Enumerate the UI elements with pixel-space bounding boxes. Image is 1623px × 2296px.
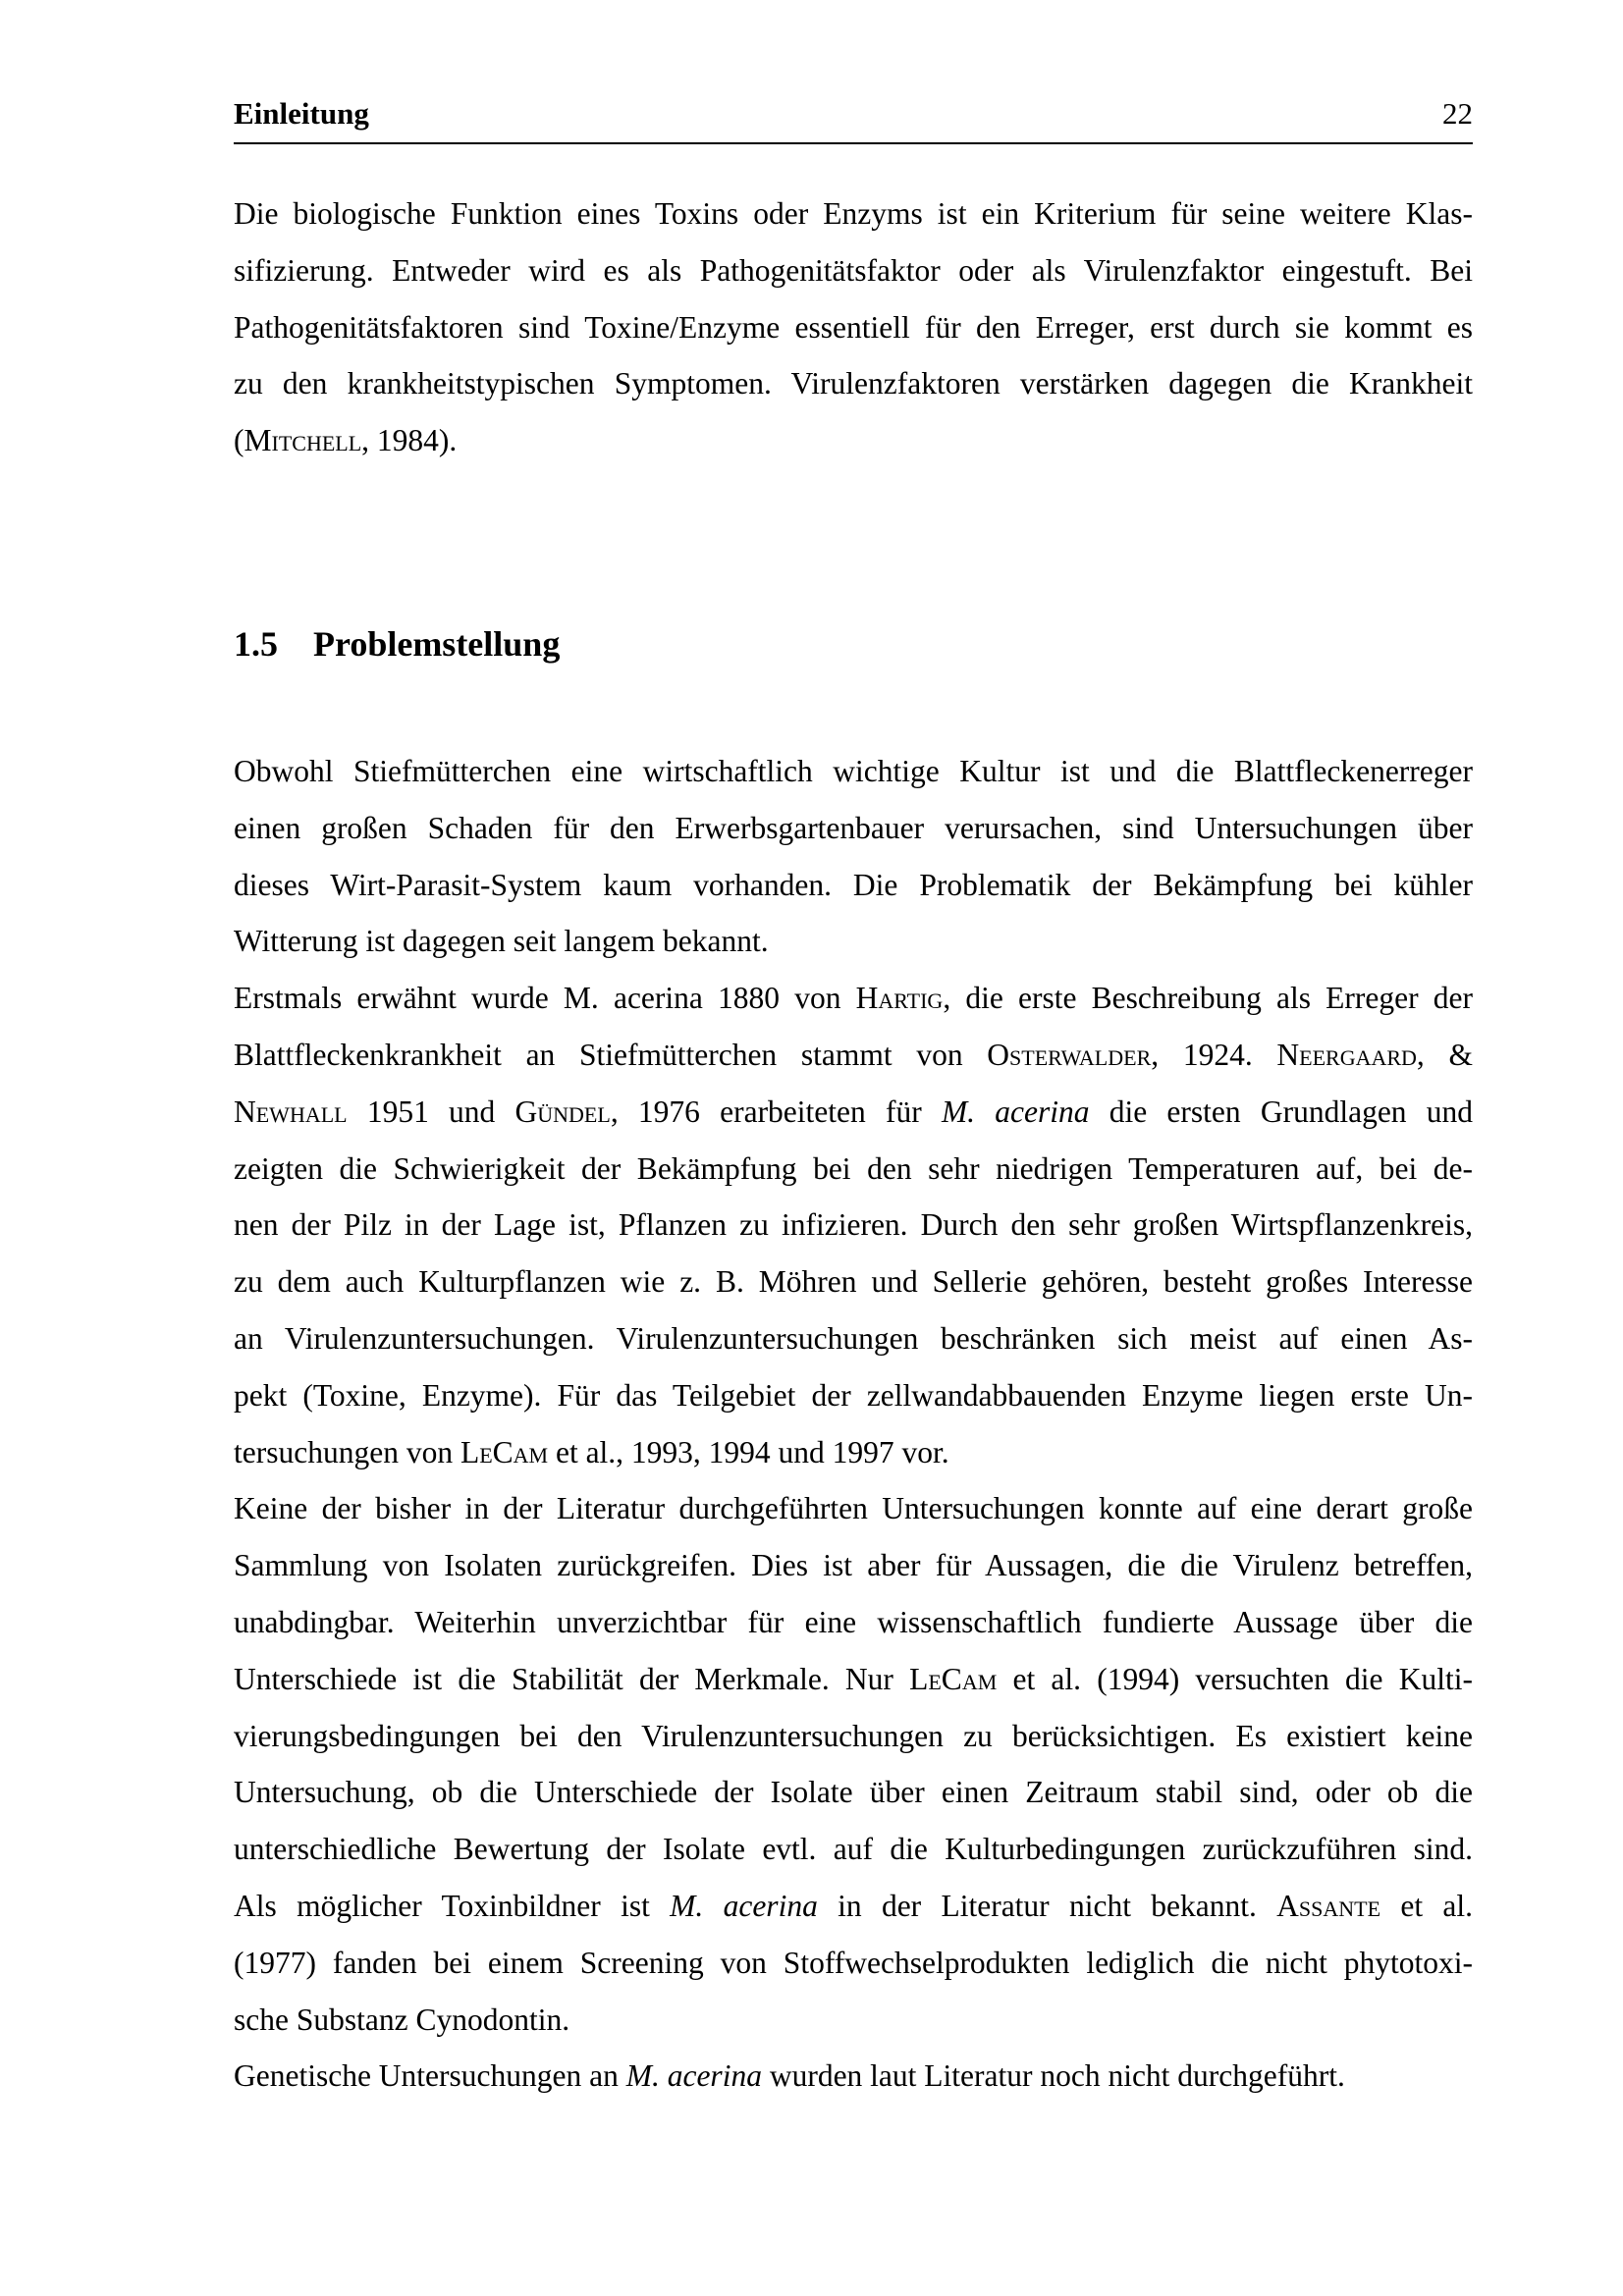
problem-statement-paragraph	[234, 743, 1473, 2105]
text-line: Keine der bisher in der Literatur durchgeführten Untersuchungen konnte auf eine derart große	[234, 1491, 1473, 1526]
text-fragment: et al., 1993, 1994 und 1997 vor.	[548, 1434, 949, 1469]
text-fragment: wurden laut Literatur noch nicht durchgeführt.	[761, 2058, 1345, 2094]
section-number: 1.5	[234, 624, 278, 664]
text-line: zu dem auch Kulturpflanzen wie z. B. Möhren und Sellerie gehören, besteht großes Interesse	[234, 1264, 1473, 1300]
author-citation: Newhall	[234, 1094, 348, 1129]
text-line	[234, 970, 1473, 1027]
text-line: einen großen Schaden für den Erwerbsgartenbauer verursachen, sind Untersuchungen über	[234, 810, 1473, 845]
header-rule	[234, 142, 1473, 144]
text-line: Pathogenitätsfaktoren sind Toxine/Enzyme essentiell für den Erreger, erst durch sie kommt es	[234, 309, 1473, 345]
author-citation: Mitchell	[243, 423, 362, 458]
author-citation: LeCam	[460, 1434, 549, 1469]
text-fragment: Als möglicher Toxinbildner ist	[234, 1888, 671, 1923]
text-line: Witterung ist dagegen seit langem bekannt.	[234, 924, 769, 959]
text-fragment: , 1924.	[1151, 1037, 1277, 1072]
text-fragment: , die erste Beschreibung als Erreger der	[943, 981, 1473, 1016]
text-line: zeigten die Schwierigkeit der Bekämpfung bei den sehr niedrigen Temperaturen auf, bei de-	[234, 1150, 1473, 1186]
author-citation: Hartig	[855, 981, 944, 1016]
text-fragment: , 1984).	[361, 423, 458, 458]
species-name: M. acerina	[625, 2058, 762, 2094]
text-line: pekt (Toxine, Enzyme). Für das Teilgebiet der zellwandabbauenden Enzyme liegen erste Un-	[234, 1377, 1473, 1413]
species-name: M. acerina	[941, 1094, 1090, 1129]
page-number: 22	[1442, 96, 1473, 131]
text-line: Obwohl Stiefmütterchen eine wirtschaftlich wichtige Kultur ist und die Blattfleckenerreger	[234, 754, 1473, 788]
author-citation: LeCam	[909, 1661, 998, 1696]
header-title: Einleitung	[234, 96, 369, 131]
text-line	[234, 2048, 1473, 2105]
text-fragment: 1951 und	[347, 1094, 515, 1129]
text-fragment: et al.	[1380, 1888, 1474, 1923]
text-fragment: , &	[1416, 1037, 1473, 1072]
species-name: M. acerina	[670, 1888, 818, 1923]
running-header	[234, 94, 1473, 133]
author-citation: Osterwalder	[987, 1037, 1152, 1072]
text-line: an Virulenzuntersuchungen. Virulenzuntersuchungen beschränken sich meist auf einen As-	[234, 1320, 1473, 1356]
text-line: Untersuchung, ob die Unterschiede der Isolate über einen Zeitraum stabil sind, oder ob die	[234, 1775, 1473, 1810]
intro-paragraph	[234, 186, 1473, 469]
text-fragment: , 1976 erarbeiteten für	[610, 1094, 942, 1129]
text-line	[234, 1424, 1473, 1481]
text-line: (1977) fanden bei einem Screening von Stoffwechselprodukten lediglich die nicht phytotoxi-	[234, 1945, 1473, 1980]
text-fragment: (	[234, 423, 244, 458]
text-line: Die biologische Funktion eines Toxins oder Enzyms ist ein Kriterium für seine weitere Klas-	[234, 196, 1473, 231]
text-fragment: Unterschiede ist die Stabilität der Merkmale. Nur	[234, 1661, 910, 1696]
text-line	[234, 412, 1473, 469]
author-citation: Gündel	[514, 1094, 611, 1129]
text-fragment: Blattfleckenkrankheit an Stiefmütterchen stammt von	[234, 1037, 988, 1072]
author-citation: Neergaard	[1276, 1037, 1417, 1072]
text-line: vierungsbedingungen bei den Virulenzuntersuchungen zu berücksichtigen. Es existiert keine	[234, 1718, 1473, 1753]
text-line	[234, 1084, 1473, 1141]
text-fragment: Erstmals erwähnt wurde M. acerina 1880 von	[234, 981, 856, 1016]
text-fragment: die ersten Grundlagen und	[1089, 1094, 1474, 1129]
text-fragment: Genetische Untersuchungen an	[234, 2058, 626, 2094]
text-fragment: tersuchungen von	[234, 1434, 460, 1469]
text-line: dieses Wirt-Parasit-System kaum vorhanden. Die Problematik der Bekämpfung bei kühler	[234, 867, 1473, 902]
section-heading	[234, 621, 560, 667]
text-line: unterschiedliche Bewertung der Isolate evtl. auf die Kulturbedingungen zurückzuführen sind.	[234, 1832, 1473, 1867]
text-line: sifizierung. Entweder wird es als Pathogenitätsfaktor oder als Virulenzfaktor eingestuft. Bei	[234, 252, 1473, 288]
text-fragment: et al. (1994) versuchten die Kulti-	[997, 1661, 1473, 1696]
text-line: zu den krankheitstypischen Symptomen. Virulenzfaktoren verstärken dagegen die Krankheit	[234, 366, 1473, 401]
text-line	[234, 1651, 1473, 1708]
section-title: Problemstellung	[313, 624, 561, 664]
text-line	[234, 1878, 1473, 1935]
text-line: nen der Pilz in der Lage ist, Pflanzen zu infizieren. Durch den sehr großen Wirtspflanzenkreis,	[234, 1207, 1473, 1243]
text-line: unabdingbar. Weiterhin unverzichtbar für eine wissenschaftlich fundierte Aussage über die	[234, 1604, 1473, 1639]
text-fragment: in der Literatur nicht bekannt.	[817, 1888, 1277, 1923]
text-line: Sammlung von Isolaten zurückgreifen. Dies ist aber für Aussagen, die die Virulenz betreffen,	[234, 1548, 1473, 1583]
text-line: sche Substanz Cynodontin.	[234, 2002, 570, 2037]
author-citation: Assante	[1276, 1888, 1381, 1923]
text-line	[234, 1027, 1473, 1084]
